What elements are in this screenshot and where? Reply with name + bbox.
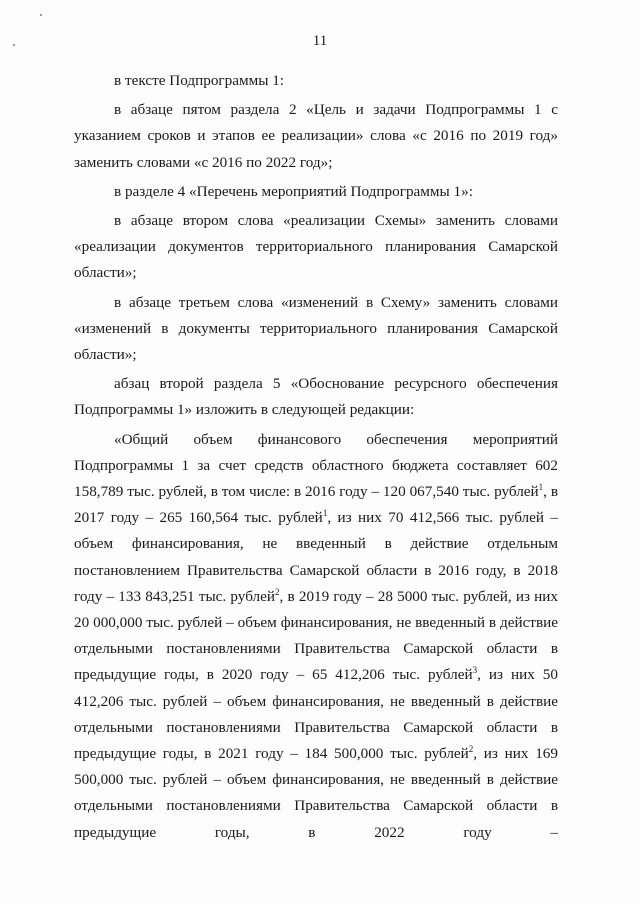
paragraph: в тексте Подпрограммы 1:	[114, 72, 285, 89]
paragraph: в абзаце втором слова «реализации Схемы» заменить словами «реализации документов территориального планирования Самарской области»;	[74, 212, 558, 282]
quoted-paragraph	[74, 427, 558, 846]
paragraph: в абзаце третьем слова «изменений в Схему» заменить словами «изменений в документы территориального планирования Самарской области»;	[74, 293, 558, 364]
quote-text: , из них 169 500,000 тыс. рублей – объем финансирования, не введенный в действие отдельными постановлениями Правительства Самарской области в предыдущие годы, в 2022 году –	[74, 745, 558, 841]
quote-text: «Общий объем финансового обеспечения мероприятий Подпрограммы 1 за счет средств областного бюджета составляет 602 158,789 тыс. рублей, в том числе: в 2016 году – 120 067,540 тыс. рублей	[74, 430, 558, 501]
quote-text: , из них 50 412,206 тыс. рублей – объем финансирования, не введенный в действие отдельными постановлениями Правительства Самарской области в предыдущие годы, в 2021 году – 184 500,000 тыс. рублей	[74, 666, 558, 763]
paragraph: абзац второй раздела 5 «Обоснование ресурсного обеспечения Подпрограммы 1» изложить в следующей редакции:	[74, 375, 558, 419]
paragraph: в абзаце пятом раздела 2 «Цель и задачи Подпрограммы 1 с указанием сроков и этапов ее реализации» слова «с 2016 по 2019 год» заменить словами «с 2016 по 2022 год»;	[74, 101, 558, 171]
scan-speck	[40, 14, 42, 16]
document-body	[74, 68, 558, 849]
footnote-ref: 2	[468, 744, 474, 755]
footnote-ref: 3	[472, 665, 478, 676]
page-number: 11	[312, 33, 328, 49]
footnote-ref: 2	[275, 586, 280, 597]
quote-text: , из них 70 412,566 тыс. рублей – объем финансирования, не введенный в действие отдельным постановлением Правительства Самарской области в 2016 году, в 2018 году – 133 843,251 тыс. рублей	[74, 509, 558, 605]
footnote-ref: 1	[538, 481, 544, 492]
quote-text: , в 2017 году – 265 160,564 тыс. рублей	[74, 483, 559, 527]
quote-text: , в 2019 году – 28 5000 тыс. рублей, из них 20 000,000 тыс. рублей – объем финансирования, не введенный в действие отдельными постановлениями Правительства Самарской области в предыдущие годы, в 2020 году – 65 412,206 тыс. рублей	[74, 587, 558, 684]
paragraph: в разделе 4 «Перечень мероприятий Подпрограммы 1»:	[114, 182, 473, 200]
footnote-ref: 1	[322, 508, 328, 519]
